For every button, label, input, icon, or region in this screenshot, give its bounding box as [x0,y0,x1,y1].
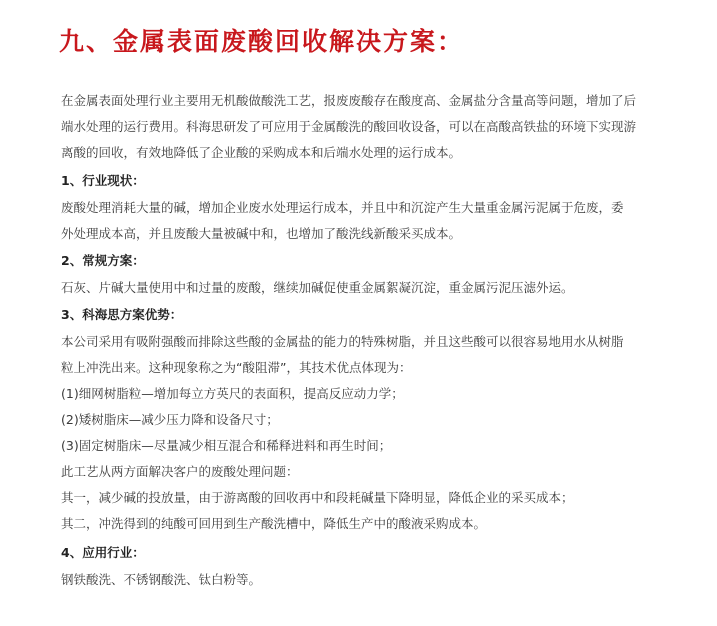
section4-line-1: 钢铁酸洗、不锈钢酸洗、钛白粉等。 [61,572,262,587]
section1-line-1: 废酸处理消耗大量的碱，增加企业废水处理运行成本，并且中和沉淀产生大量重金属污泥属于危废，委 [61,200,624,215]
section-heading-advantages: 3、科海思方案优势： [61,307,183,322]
section3-line-8: 其二，冲洗得到的纯酸可回用到生产酸洗槽中，降低生产中的酸液采购成本。 [61,516,487,531]
section3-line-3: (1)细网树脂粒—增加每立方英尺的表面积，提高反应动力学； [61,386,404,401]
intro-line-1: 在金属表面处理行业主要用无机酸做酸洗工艺，报废废酸存在酸度高、金属盐分含量高等问题，增加了后 [61,93,637,108]
section3-line-6: 此工艺从两方面解决客户的废酸处理问题： [61,464,299,479]
section1-line-2: 外处理成本高，并且废酸大量被碱中和，也增加了酸洗线新酸采买成本。 [61,226,462,241]
section3-line-7: 其一，减少碱的投放量，由于游离酸的回收再中和段耗碱量下降明显，降低企业的采买成本； [61,490,574,505]
section-heading-applications: 4、应用行业： [61,545,145,560]
section3-line-4: (2)矮树脂床—减少压力降和设备尺寸； [61,412,279,427]
section-heading-conventional: 2、常规方案： [61,253,145,268]
section3-line-2: 粒上冲洗出来。这种现象称之为“酸阻滞”，其技术优点体现为： [61,360,412,375]
section-heading-industry-status: 1、行业现状： [61,173,145,188]
section3-line-1: 本公司采用有吸附强酸而排除这些酸的金属盐的能力的特殊树脂，并且这些酸可以很容易地用水从树脂 [61,334,624,349]
section2-line-1: 石灰、片碱大量使用中和过量的废酸，继续加碱促使重金属絮凝沉淀，重金属污泥压滤外运。 [61,280,574,295]
intro-line-2: 端水处理的运行费用。科海思研发了可应用于金属酸洗的酸回收设备，可以在高酸高铁盐的环境下实现游 [61,119,637,134]
section3-line-5: (3)固定树脂床—尽量减少相互混合和稀释进料和再生时间； [61,438,392,453]
page-title: 九、金属表面废酸回收解决方案： [59,27,465,56]
intro-line-3: 离酸的回收，有效地降低了企业酸的采购成本和后端水处理的运行成本。 [61,145,462,160]
